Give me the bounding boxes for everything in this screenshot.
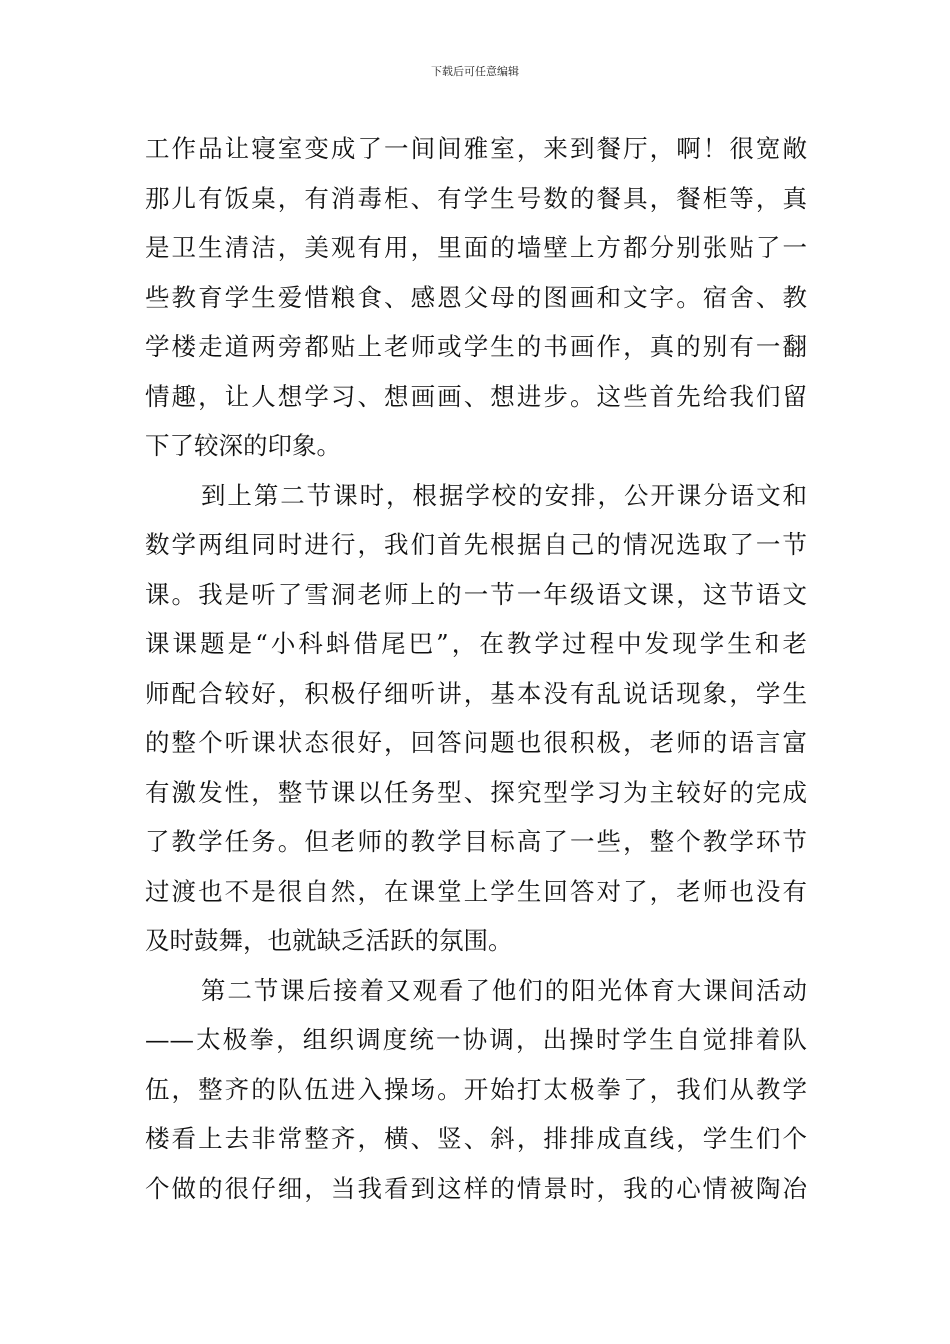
page-header: 下载后可任意编辑 bbox=[431, 65, 519, 78]
text-line: 些教育学生爱惜粮食、感恩父母的图画和文字。宿舍、教 bbox=[145, 282, 807, 312]
text-line: 下了较深的印象。 bbox=[145, 431, 341, 460]
paragraph bbox=[145, 966, 807, 1214]
text-line: 那儿有饭桌，有消毒柜、有学生号数的餐具，餐柜等，真 bbox=[145, 183, 807, 213]
text-line: ——太极拳，组织调度统一协调，出操时学生自觉排着队 bbox=[145, 1025, 807, 1054]
text-line: 有激发性，整节课以任务型、探究型学习为主较好的完成 bbox=[145, 777, 807, 807]
text-line: 楼看上去非常整齐，横、竖、斜，排排成直线，学生们个 bbox=[145, 1124, 807, 1153]
text-line: 学楼走道两旁都贴上老师或学生的书画作，真的别有一翻 bbox=[145, 332, 807, 361]
text-line: 数学两组同时进行，我们首先根据自己的情况选取了一节 bbox=[145, 530, 807, 559]
text-line: 了教学任务。但老师的教学目标高了一些，整个教学环节 bbox=[145, 827, 807, 856]
text-line: 到上第二节课时，根据学校的安排，公开课分语文和 bbox=[201, 480, 807, 510]
text-line: 过渡也不是很自然，在课堂上学生回答对了，老师也没有 bbox=[145, 876, 807, 906]
text-line: 是卫生清洁，美观有用，里面的墙壁上方都分别张贴了一 bbox=[145, 233, 807, 262]
text-line: 师配合较好，积极仔细听讲，基本没有乱说话现象，学生 bbox=[145, 678, 807, 708]
text-line: 个做的很仔细，当我看到这样的情景时，我的心情被陶冶 bbox=[145, 1173, 807, 1203]
text-line: 第二节课后接着又观看了他们的阳光体育大课间活动 bbox=[201, 975, 807, 1005]
text-line: 工作品让寝室变成了一间间雅室，来到餐厅，啊！很宽敞 bbox=[145, 134, 807, 163]
text-line: 课。我是听了雪洞老师上的一节一年级语文课，这节语文 bbox=[145, 579, 807, 609]
text-line: 的整个听课状态很好，回答问题也很积极，老师的语言富 bbox=[145, 728, 807, 757]
text-line: 课课题是“小科蚪借尾巴”，在教学过程中发现学生和老 bbox=[145, 629, 807, 658]
text-line: 情趣，让人想学习、想画画、想进步。这些首先给我们留 bbox=[145, 381, 807, 411]
text-line: 伍，整齐的队伍进入操场。开始打太极拳了，我们从教学 bbox=[145, 1074, 807, 1104]
paragraph bbox=[145, 124, 807, 471]
paragraph bbox=[145, 471, 807, 966]
body-text bbox=[145, 124, 807, 1213]
text-line: 及时鼓舞，也就缺乏活跃的氛围。 bbox=[145, 926, 513, 955]
